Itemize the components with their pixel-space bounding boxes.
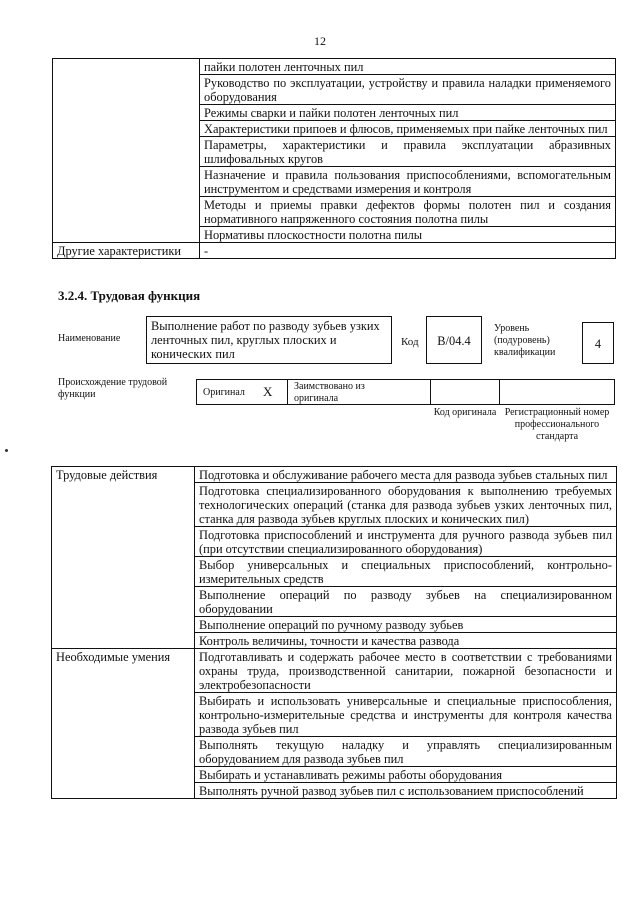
skill: Выполнять текущую наладку и управлять специализированным оборудованием для развода зубьев пил [195,737,617,767]
labor-actions-label: Трудовые действия [52,467,195,649]
labor-action: Подготовка специализированного оборудования к выполнению требуемых технологических операций (станка для развода зубьев узких ленточных пил, станка для развода зубьев круглых плоских и конических пил) [195,483,617,527]
function-name-box [146,316,392,364]
code-label: Код [401,336,419,348]
skill: Выбирать и устанавливать режимы работы оборудования [195,767,617,783]
skills-label: Необходимые умения [52,649,195,799]
knowledge-table [52,58,616,259]
labor-action: Выбор универсальных и специальных приспособлений, контрольно-измерительных средств [195,557,617,587]
section-title: 3.2.4. Трудовая функция [58,288,201,303]
knowledge-row: Руководство по эксплуатации, устройству и правила наладки применяемого оборудования [200,75,616,105]
reg-number-caption: Регистрационный номер профессионального стандарта [504,407,610,442]
origin-code-caption: Код оригинала [433,407,497,418]
original-box [196,379,288,405]
function-code: B/04.4 [426,316,482,364]
borrowed-box [287,379,431,405]
knowledge-row: пайки полотен ленточных пил [200,59,616,75]
original-mark: X [263,384,273,399]
labor-action: Подготовка и обслуживание рабочего места для развода зубьев стальных пил [195,467,617,483]
qualification-level: 4 [582,322,614,364]
labor-action: Выполнение операций по ручному разводу зубьев [195,617,617,633]
knowledge-row: Назначение и правила пользования приспособлениями, вспомогательным инструментом и средствами измерения и контроля [200,167,616,197]
page-number: 12 [314,34,326,48]
scan-dot [5,449,8,452]
labor-table [51,466,617,799]
skill: Подготавливать и содержать рабочее место в соответствии с требованиями охраны труда, производственной санитарии, пожарной безопасности и электробезопасности [195,649,617,693]
knowledge-row: Характеристики припоев и флюсов, применяемых при пайке ленточных пил [200,121,616,137]
labor-action: Контроль величины, точности и качества развода [195,633,617,649]
level-label: Уровень (подуровень) квалификации [494,323,556,358]
other-characteristics-value: - [200,243,616,259]
other-characteristics-label: Другие характеристики [53,243,200,259]
knowledge-row: Параметры, характеристики и правила эксплуатации абразивных шлифовальных кругов [200,137,616,167]
skill: Выполнять ручной развод зубьев пил с использованием приспособлений [195,783,617,799]
knowledge-label-cell [53,59,200,243]
original-label: Оригинал [203,387,245,398]
knowledge-row: Методы и приемы правки дефектов формы полотен пил и создания нормативного напряженного состояния полотна пилы [200,197,616,227]
function-name: Выполнение работ по разводу зубьев узких ленточных пил, круглых плоских и конических пил [151,319,380,361]
skill: Выбирать и использовать универсальные и специальные приспособления, контрольно-измерительные средства и инструменты для контроля качества развода зубьев пил [195,693,617,737]
origin-label: Происхождение трудовой функции [58,377,168,400]
knowledge-row: Режимы сварки и пайки полотен ленточных пил [200,105,616,121]
origin-code-box [430,379,500,405]
knowledge-row: Нормативы плоскостности полотна пилы [200,227,616,243]
labor-action: Выполнение операций по разводу зубьев на специализированном оборудовании [195,587,617,617]
name-label: Наименование [58,333,121,344]
reg-number-box [499,379,615,405]
labor-action: Подготовка приспособлений и инструмента для ручного развода зубьев пил (при отсутствии специализированного оборудования) [195,527,617,557]
borrowed-label: Заимствовано из оригинала [294,381,365,404]
